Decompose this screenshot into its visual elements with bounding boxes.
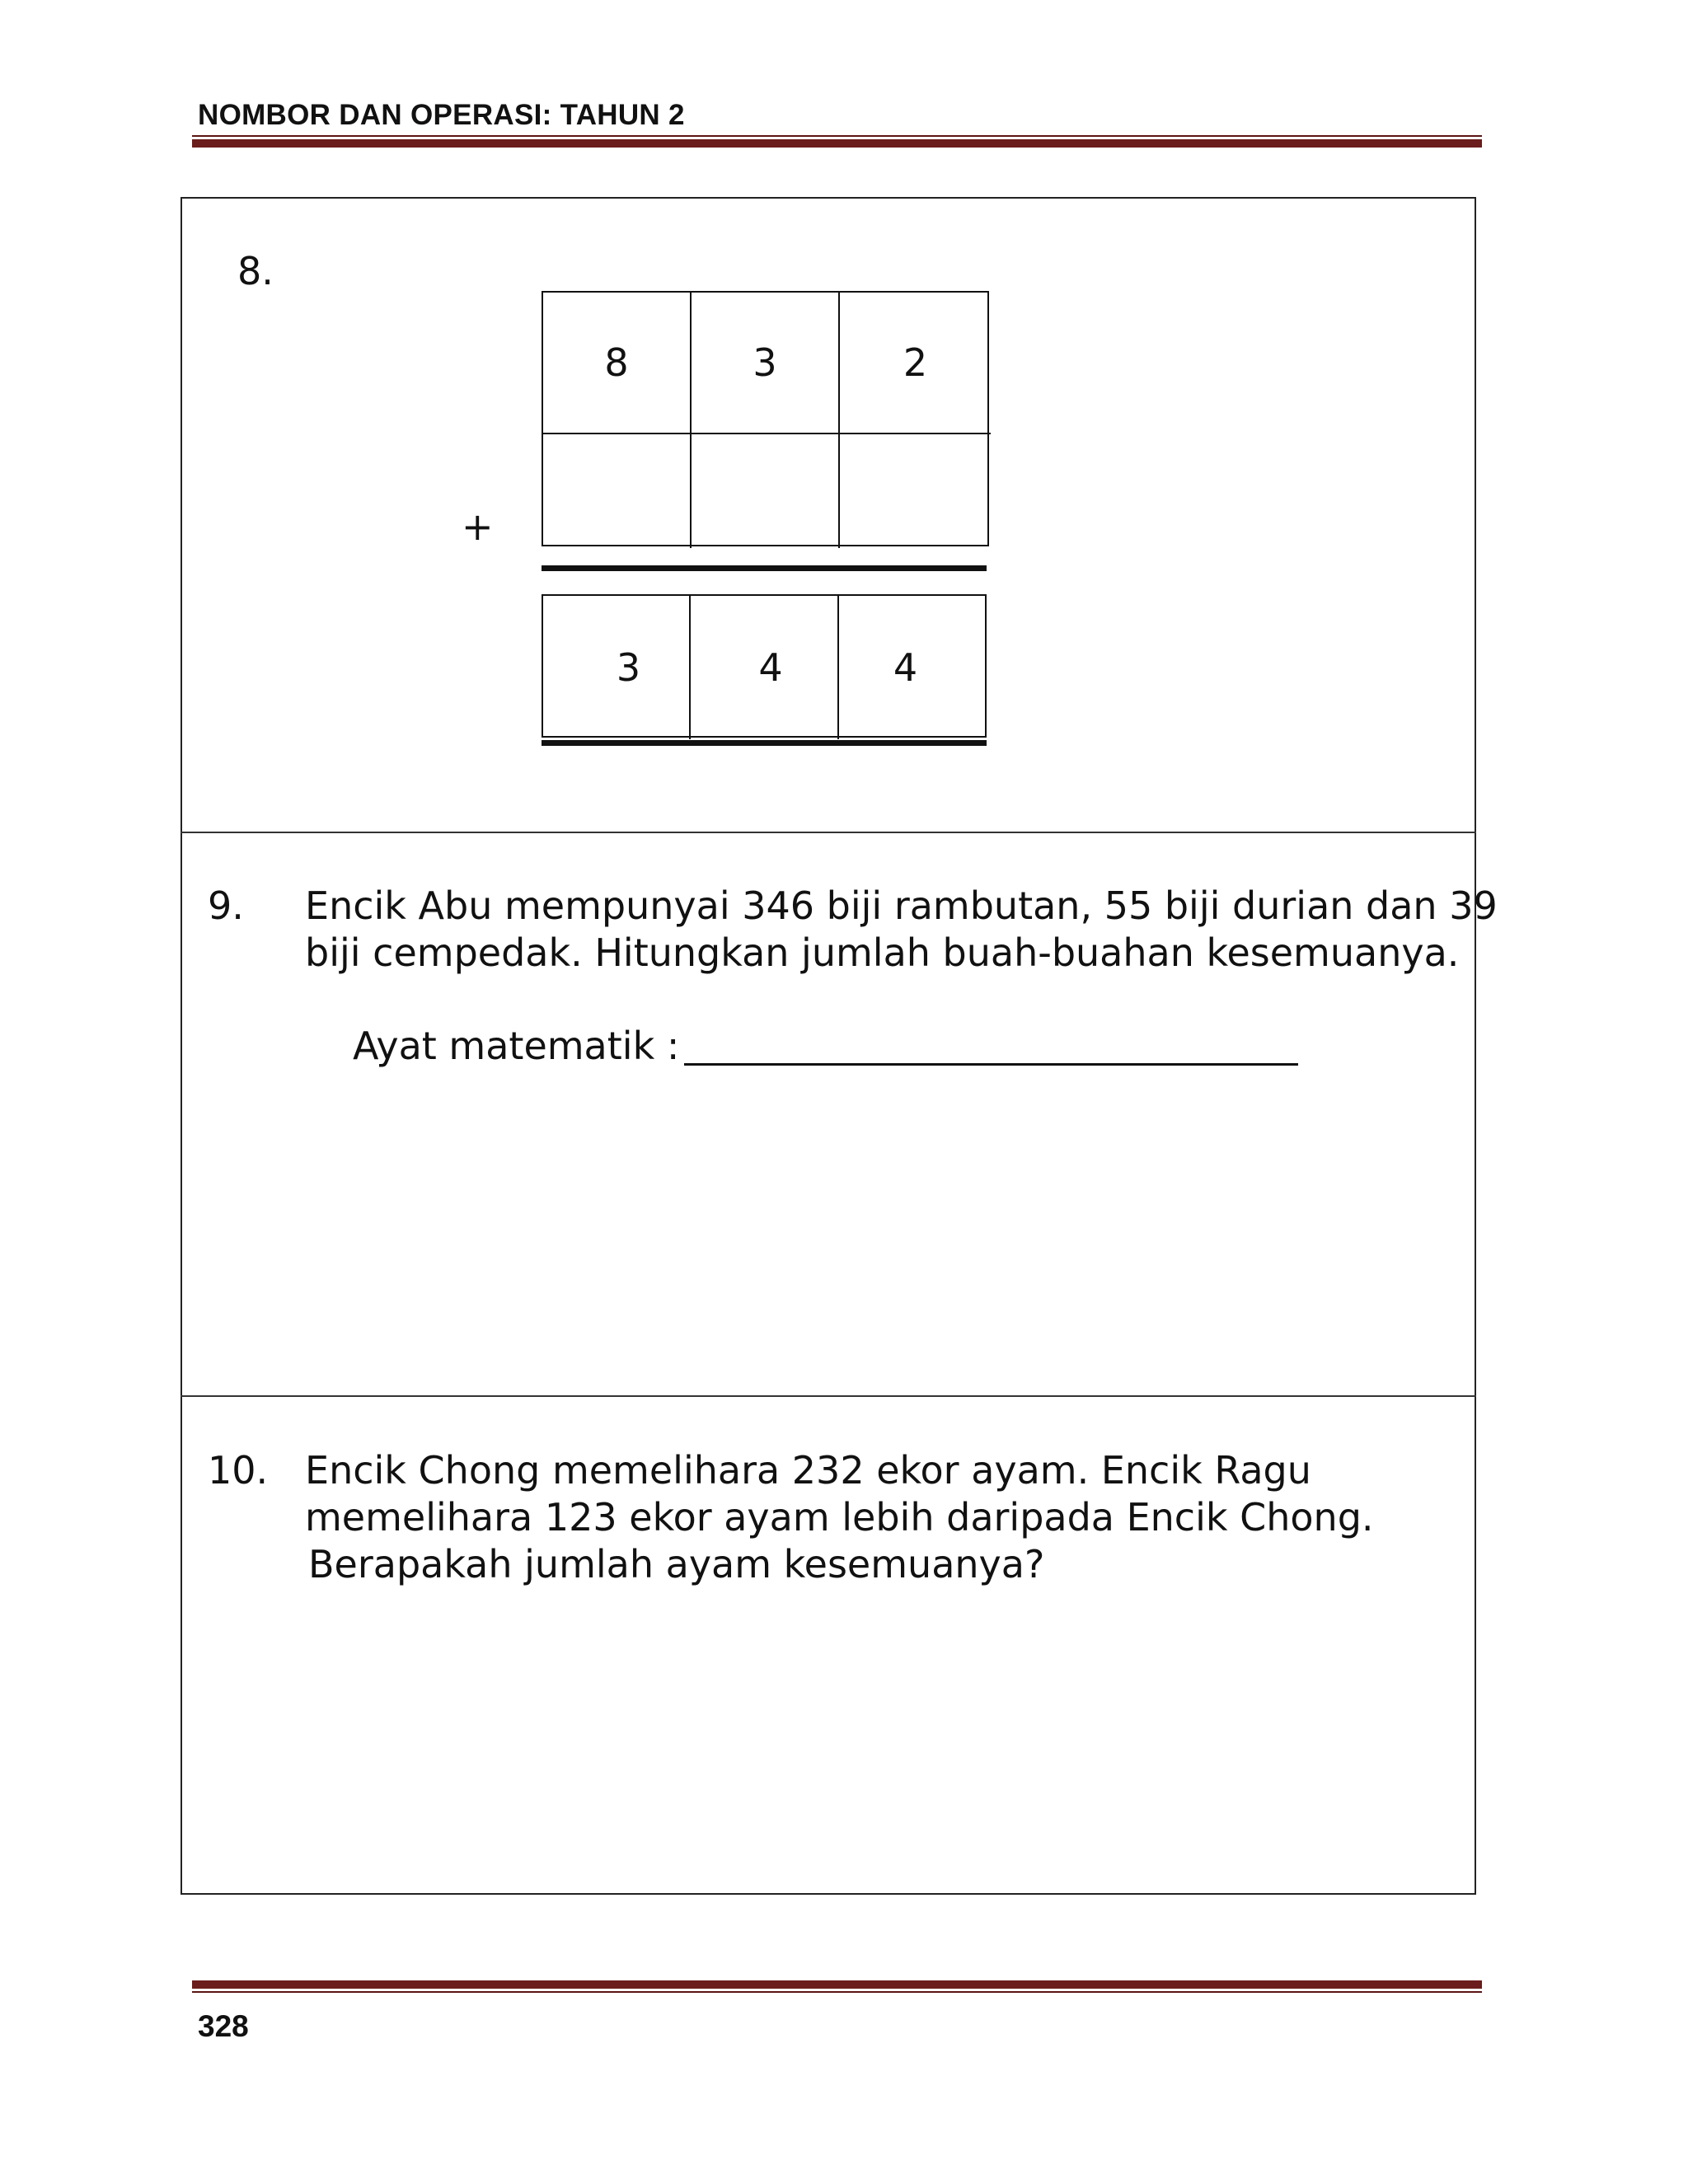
footer-rule-thick (192, 1980, 1482, 1989)
q8-result-tens: 4 (691, 596, 839, 739)
q8-addend-grid (542, 291, 989, 546)
q8-top-tens: 3 (692, 293, 840, 434)
q8-number: 8. (237, 249, 274, 293)
divider-q8-q9 (181, 832, 1476, 833)
q8-result-ones: 4 (893, 645, 918, 690)
q8-blank-ones[interactable] (840, 434, 991, 548)
q8-sum-line (542, 565, 987, 571)
q10-text-line3: Berapakah jumlah ayam kesemuanya? (308, 1542, 1045, 1586)
page-header-title: NOMBOR DAN OPERASI: TAHUN 2 (198, 99, 685, 131)
q8-blank-tens[interactable] (692, 434, 840, 548)
q9-math-sentence-label: Ayat matematik : (353, 1024, 680, 1068)
header-rule-thin (192, 135, 1482, 137)
q8-top-ones: 2 (840, 293, 991, 434)
q8-result-underline (542, 740, 987, 746)
q10-text-line1: Encik Chong memelihara 232 ekor ayam. Encik Ragu (305, 1448, 1311, 1493)
q9-number: 9. (208, 883, 244, 928)
q10-number: 10. (208, 1448, 269, 1493)
header-rule-thick (192, 139, 1482, 148)
divider-q9-q10 (181, 1395, 1476, 1397)
page-number: 328 (198, 2009, 249, 2043)
q8-top-hundreds: 8 (543, 293, 692, 434)
q8-result-hundreds: 3 (543, 596, 691, 739)
q8-blank-hundreds[interactable] (543, 434, 692, 548)
q10-text-line2: memelihara 123 ekor ayam lebih daripada Encik Chong. (305, 1495, 1374, 1540)
q9-text-line1: Encik Abu mempunyai 346 biji rambutan, 55 biji durian dan 39 (305, 883, 1498, 928)
footer-rule-thin (192, 1991, 1482, 1993)
q8-result-grid (542, 594, 987, 738)
q9-answer-line[interactable] (684, 1063, 1298, 1066)
q9-text-line2: biji cempedak. Hitungkan jumlah buah-buahan kesemuanya. (305, 930, 1460, 975)
q8-plus-sign: + (462, 504, 494, 549)
